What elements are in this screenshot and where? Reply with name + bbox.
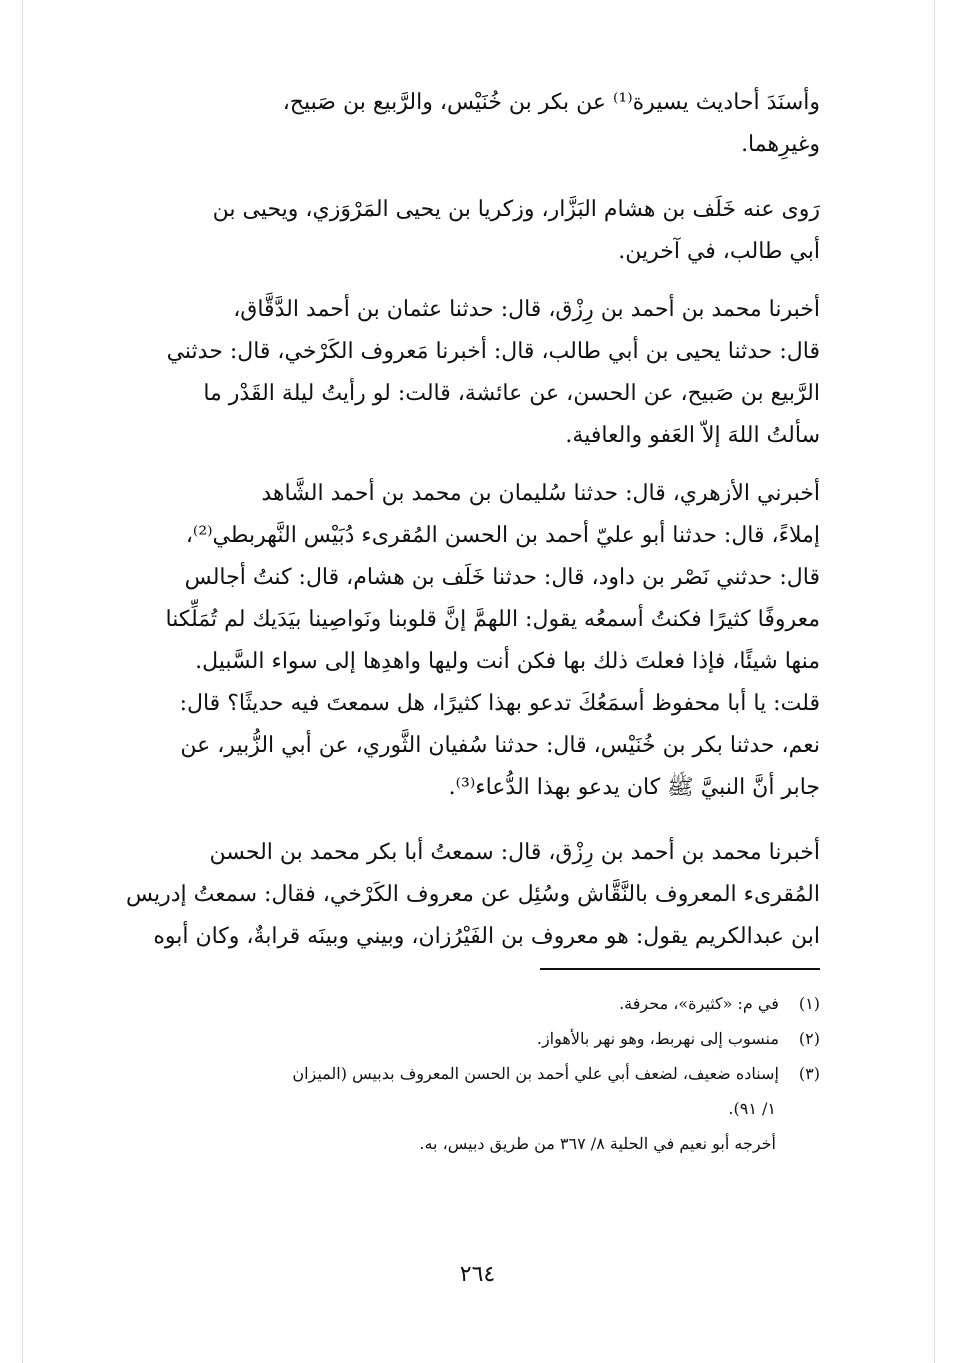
text-line: أخبرنا محمد بن أحمد بن رِزْق، قال: سمعتُ أبا بكر محمد بن الحسن: [209, 840, 820, 865]
text-line: الرَّبيع بن صَبيح، عن الحسن، عن عائشة، قالت: لو رأيتُ ليلة القَدْر ما: [203, 381, 820, 406]
footnote-3-source: [96, 1126, 820, 1161]
footnote-number: (٣): [798, 1064, 820, 1083]
footnote-3-continued: [96, 1091, 820, 1126]
text-line: قلت: يا أبا محفوظ أسمَعُكَ تدعو بهذا كثيرًا، هل سمعتَ فيه حديثًا؟ قال:: [179, 691, 820, 716]
footnote-text: منسوب إلى نهربط، وهو نهر بالأهواز.: [536, 1029, 779, 1048]
paragraph-5: [96, 832, 820, 958]
guide-dots-left: [22, 0, 23, 1363]
text-line: وغيرِهما.: [741, 132, 820, 157]
text-line: معروفًا كثيرًا فكنتُ أسمعُه يقول: اللهمَّ إنَّ قلوبنا ونَواصِينا بيَدَيك لم تُمَلِّكنا: [165, 607, 820, 632]
text-line: منها شيئًا، فإذا فعلتَ ذلك بها فكن أنت وليها واهدِها إلى سواء السَّبيل.: [195, 649, 820, 674]
text-line: نعم، حدثنا بكر بن خُنَيْس، قال: حدثنا سُفيان الثَّوري، عن أبي الزُّبير، عن: [180, 733, 820, 758]
text-line: رَوى عنه خَلَف بن هشام البَزَّار، وزكريا بن يحيى المَرْوَزي، ويحيى بن: [212, 197, 820, 222]
text-line: سألتُ اللهَ إلاّ العَفو والعافية.: [565, 423, 820, 448]
footnote-text: إسناده ضعيف، لضعف أبي علي أحمد بن الحسن المعروف بدبيس (الميزان: [292, 1064, 779, 1083]
footnote-1: [96, 986, 820, 1021]
footnotes: [96, 986, 820, 1161]
paragraph-1: [96, 82, 820, 166]
text-line: وأسنَدَ أحاديث يسيرة⁽¹⁾ عن بكر بن خُنَيْس، والرَّبيع بن صَبيح،: [282, 90, 820, 115]
footnote-text: ١/ ٩١).: [728, 1099, 776, 1118]
text-line: أبي طالب، في آخرين.: [618, 239, 820, 264]
text-line: المُقرىء المعروف بالنَّقَّاش وسُئِل عن معروف الكَرْخي، فقال: سمعتُ إدريس: [125, 882, 820, 907]
text-line: قال: حدثني نَصْر بن داود، قال: حدثنا خَلَف بن هشام، قال: كنتُ أجالس: [184, 565, 820, 590]
guide-dots-right: [934, 0, 935, 1363]
text-line: إملاءً، قال: حدثنا أبو عليّ أحمد بن الحسن المُقرىء دُبَيْس النَّهربطي⁽²⁾،: [185, 523, 820, 548]
footnote-divider: [540, 968, 820, 970]
footnote-text: أخرجه أبو نعيم في الحلية ٨/ ٣٦٧ من طريق دبيس، به.: [419, 1134, 776, 1153]
paragraph-3: [96, 289, 820, 457]
paragraph-4: [96, 473, 820, 809]
footnote-number: (١): [798, 994, 820, 1013]
text-line: أخبرني الأزهري، قال: حدثنا سُليمان بن محمد بن أحمد الشَّاهد: [261, 481, 820, 506]
text-line: قال: حدثنا يحيى بن أبي طالب، قال: أخبرنا مَعروف الكَرْخي، قال: حدثني: [166, 339, 820, 364]
text-line: ابن عبدالكريم يقول: هو معروف بن الفَيْرُزان، وبيني وبينَه قرابةٌ، وكان أبوه: [153, 924, 820, 949]
text-line: جابر أنَّ النبيَّ ﷺ كان يدعو بهذا الدُّعاء⁽³⁾.: [448, 775, 820, 800]
footnote-2: [96, 1021, 820, 1056]
footnote-number: (٢): [798, 1029, 820, 1048]
paragraph-2: [96, 189, 820, 273]
page-number: ٢٦٤: [459, 1262, 496, 1287]
text-line: أخبرنا محمد بن أحمد بن رِزْق، قال: حدثنا عثمان بن أحمد الدَّقَّاق،: [233, 297, 820, 322]
footnote-text: في م: «كثيرة»، محرفة.: [619, 994, 779, 1013]
footnote-3: [96, 1056, 820, 1091]
